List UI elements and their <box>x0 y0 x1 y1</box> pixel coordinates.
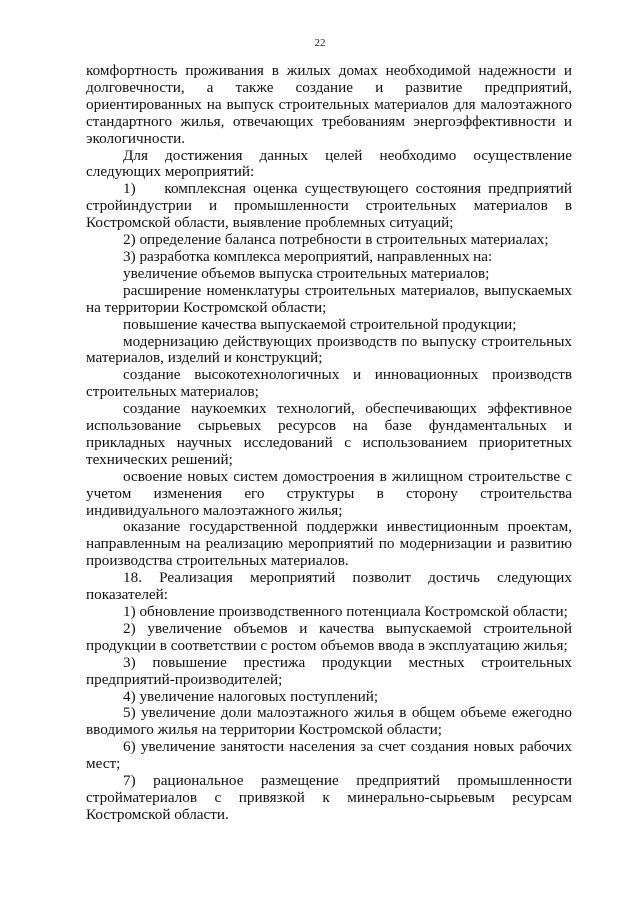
list-item-result-2: 2) увеличение объемов и качества выпускаемой строительной продукции в соответствии с ростом объемов ввода в эксплуатацию жилья; <box>86 619 572 654</box>
paragraph-continuation: комфортность проживания в жилых домах необходимой надежности и долговечности, а также создание и развитие предприятий, ориентированных на выпуск строительных материалов для малоэтажного стандартного жилья, отвечающих требованиям энергоэффективности и экологичности. <box>86 62 572 147</box>
list-item-result-4: 4) увеличение налоговых поступлений; <box>123 687 379 705</box>
paragraph-section-18: 18. Реализация мероприятий позволит достичь следующих показателей: <box>86 569 572 604</box>
sub-item-volume: увеличение объемов выпуска строительных материалов; <box>123 264 490 282</box>
list-item-result-1: 1) обновление производственного потенциала Костромской области; <box>123 603 568 620</box>
sub-item-science: создание наукоемких технологий, обеспечивающих эффективное использование сырьевых ресурсов на базе фундаментальных и прикладных научных исследований с использованием приоритетных технических решений; <box>86 400 572 468</box>
list-item-result-3: 3) повышение престижа продукции местных строительных предприятий-производителей; <box>86 653 572 688</box>
list-item-result-5: 5) увеличение доли малоэтажного жилья в общем объеме ежегодно вводимого жилья на территории Костромской области; <box>86 704 572 739</box>
sub-item-range: расширение номенклатуры строительных материалов, выпускаемых на территории Костромской области; <box>86 281 572 316</box>
sub-item-state-support: оказание государственной поддержки инвестиционным проектам, направленным на реализацию мероприятий по модернизации и развитию производства строительных материалов. <box>86 518 572 570</box>
sub-item-housing-systems: освоение новых систем домостроения в жилищном строительстве с учетом изменения его структуры в сторону строительства индивидуального малоэтажного жилья; <box>86 467 572 519</box>
list-item-result-7: 7) рациональное размещение предприятий промышленности стройматериалов с привязкой к минерально-сырьевым ресурсам Костромской области. <box>86 772 572 823</box>
paragraph-goals: Для достижения данных целей необходимо осуществление следующих мероприятий: <box>86 146 572 181</box>
list-item-measure-1: 1) комплексная оценка существующего состояния предприятий стройиндустрии и промышленности строительных материалов в Костромской области, выявление проблемных ситуаций; <box>86 180 576 232</box>
document-body <box>86 62 576 824</box>
sub-item-hightech: создание высокотехнологичных и инновационных производств строительных материалов; <box>86 366 572 401</box>
sub-item-quality: повышение качества выпускаемой строительной продукции; <box>123 315 517 333</box>
list-item-result-6: 6) увеличение занятости населения за счет создания новых рабочих мест; <box>86 738 572 773</box>
list-item-measure-3: 3) разработка комплекса мероприятий, направленных на: <box>123 247 493 265</box>
sub-item-modernization: модернизацию действующих производств по выпуску строительных материалов, изделий и конструкций; <box>86 332 572 367</box>
page-number: 22 <box>314 37 326 49</box>
list-item-measure-2: 2) определение баланса потребности в строительных материалах; <box>123 231 549 249</box>
